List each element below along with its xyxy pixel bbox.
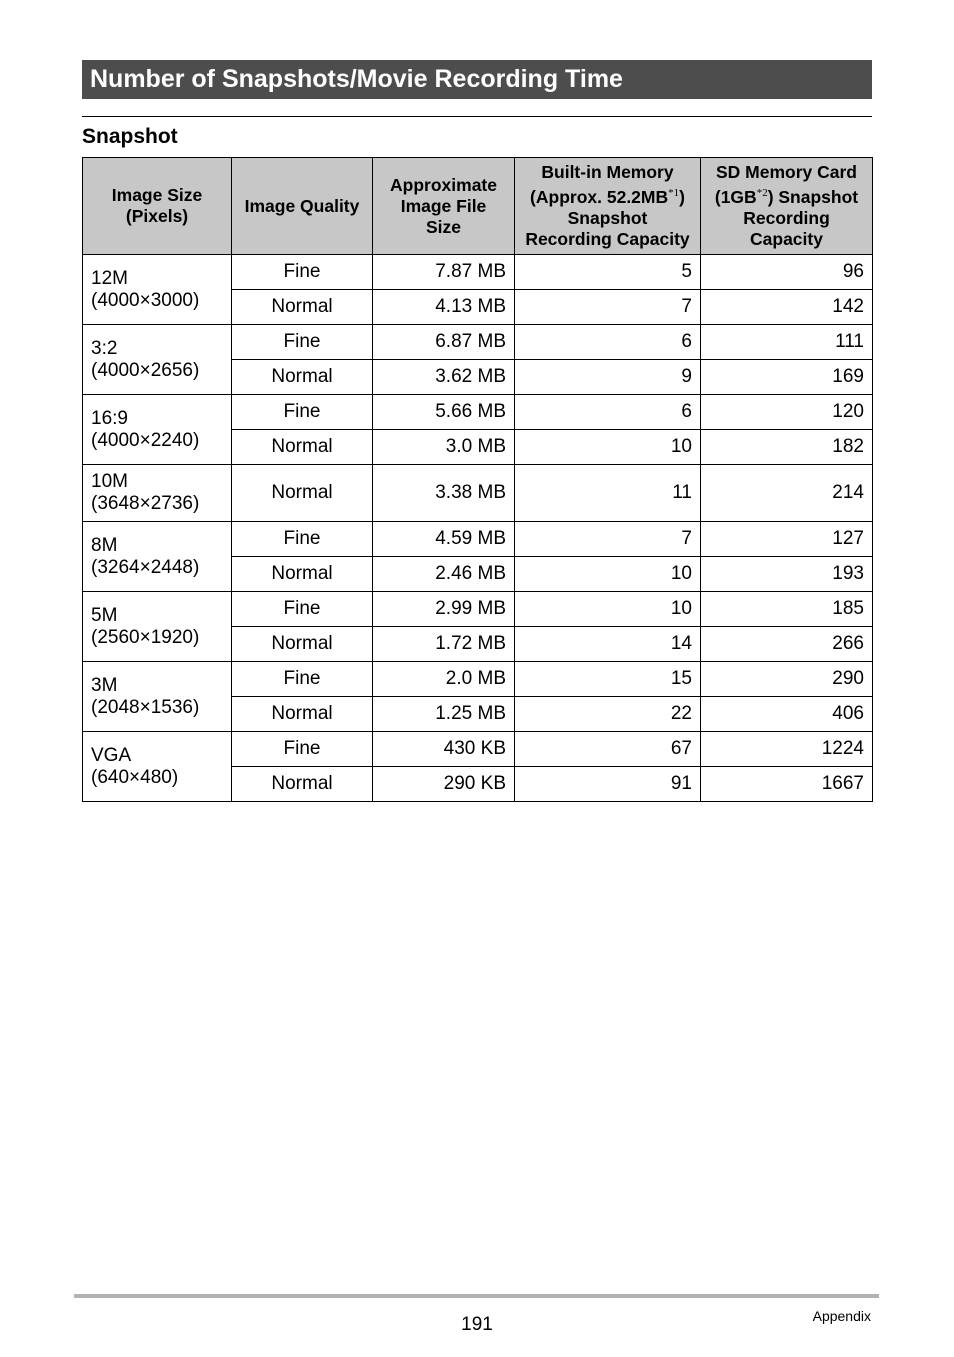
footnote-marker: *1 [668,187,680,200]
cell-image-quality: Normal [232,465,373,522]
cell-file-size: 4.13 MB [373,290,515,325]
table-row [83,662,873,697]
cell-sd-capacity: 193 [701,557,873,592]
table-row [83,732,873,767]
cell-builtin-capacity: 15 [515,662,701,697]
table-row [83,255,873,290]
cell-file-size: 2.0 MB [373,662,515,697]
table-body [83,255,873,802]
table-row [83,465,873,522]
cell-sd-capacity: 1224 [701,732,873,767]
header-image-quality: Image Quality [232,158,373,255]
cell-image-quality: Normal [232,290,373,325]
cell-sd-capacity: 266 [701,627,873,662]
cell-builtin-capacity: 5 [515,255,701,290]
cell-file-size: 430 KB [373,732,515,767]
cell-sd-capacity: 111 [701,325,873,360]
cell-image-quality: Fine [232,395,373,430]
cell-image-quality: Normal [232,360,373,395]
cell-file-size: 4.59 MB [373,522,515,557]
cell-sd-capacity: 96 [701,255,873,290]
header-image-size: Image Size (Pixels) [83,158,232,255]
table-row [83,325,873,360]
title-divider [82,116,872,117]
cell-builtin-capacity: 14 [515,627,701,662]
cell-builtin-capacity: 22 [515,697,701,732]
page-title: Number of Snapshots/Movie Recording Time [82,60,872,99]
cell-image-size: 12M (4000×3000) [83,255,232,325]
cell-file-size: 3.62 MB [373,360,515,395]
cell-image-size: 3:2 (4000×2656) [83,325,232,395]
cell-file-size: 290 KB [373,767,515,802]
header-file-size: Approximate Image File Size [373,158,515,255]
cell-builtin-capacity: 6 [515,325,701,360]
cell-file-size: 2.46 MB [373,557,515,592]
cell-builtin-capacity: 9 [515,360,701,395]
cell-builtin-capacity: 7 [515,290,701,325]
cell-sd-capacity: 142 [701,290,873,325]
cell-image-size: 16:9 (4000×2240) [83,395,232,465]
cell-image-quality: Fine [232,325,373,360]
cell-file-size: 6.87 MB [373,325,515,360]
cell-sd-capacity: 1667 [701,767,873,802]
cell-sd-capacity: 127 [701,522,873,557]
cell-image-quality: Fine [232,255,373,290]
cell-sd-capacity: 182 [701,430,873,465]
cell-sd-capacity: 169 [701,360,873,395]
cell-image-quality: Fine [232,522,373,557]
cell-builtin-capacity: 10 [515,430,701,465]
table-row [83,395,873,430]
cell-builtin-capacity: 6 [515,395,701,430]
cell-image-size: 5M (2560×1920) [83,592,232,662]
header-sd-card: SD Memory Card (1GB$^{*2}$) Snapshot Recording Capacity [701,158,873,255]
cell-image-quality: Normal [232,697,373,732]
header-builtin-memory: Built-in Memory (Approx. 52.2MB$^{*1}$) Snapshot Recording Capacity [515,158,701,255]
page-number: 191 [461,1314,493,1335]
cell-image-quality: Normal [232,430,373,465]
cell-sd-capacity: 214 [701,465,873,522]
footer-section-label: Appendix [812,1308,871,1324]
cell-builtin-capacity: 10 [515,557,701,592]
cell-image-quality: Normal [232,557,373,592]
cell-file-size: 5.66 MB [373,395,515,430]
cell-sd-capacity: 290 [701,662,873,697]
cell-image-quality: Fine [232,592,373,627]
cell-file-size: 1.25 MB [373,697,515,732]
cell-file-size: 7.87 MB [373,255,515,290]
footer-divider [74,1294,879,1298]
footnote-marker: *2 [756,187,768,200]
section-heading: Snapshot [82,125,178,148]
cell-sd-capacity: 406 [701,697,873,732]
snapshot-capacity-table [82,157,873,802]
cell-builtin-capacity: 67 [515,732,701,767]
cell-image-quality: Normal [232,767,373,802]
cell-file-size: 1.72 MB [373,627,515,662]
cell-builtin-capacity: 10 [515,592,701,627]
table-header-row [83,158,873,255]
cell-image-quality: Fine [232,662,373,697]
cell-builtin-capacity: 11 [515,465,701,522]
cell-image-size: 10M (3648×2736) [83,465,232,522]
cell-image-quality: Normal [232,627,373,662]
cell-image-size: VGA (640×480) [83,732,232,802]
cell-file-size: 3.38 MB [373,465,515,522]
cell-file-size: 2.99 MB [373,592,515,627]
cell-builtin-capacity: 91 [515,767,701,802]
cell-file-size: 3.0 MB [373,430,515,465]
table-row [83,522,873,557]
cell-image-size: 8M (3264×2448) [83,522,232,592]
table-row [83,592,873,627]
cell-builtin-capacity: 7 [515,522,701,557]
cell-sd-capacity: 120 [701,395,873,430]
cell-image-quality: Fine [232,732,373,767]
cell-image-size: 3M (2048×1536) [83,662,232,732]
cell-sd-capacity: 185 [701,592,873,627]
